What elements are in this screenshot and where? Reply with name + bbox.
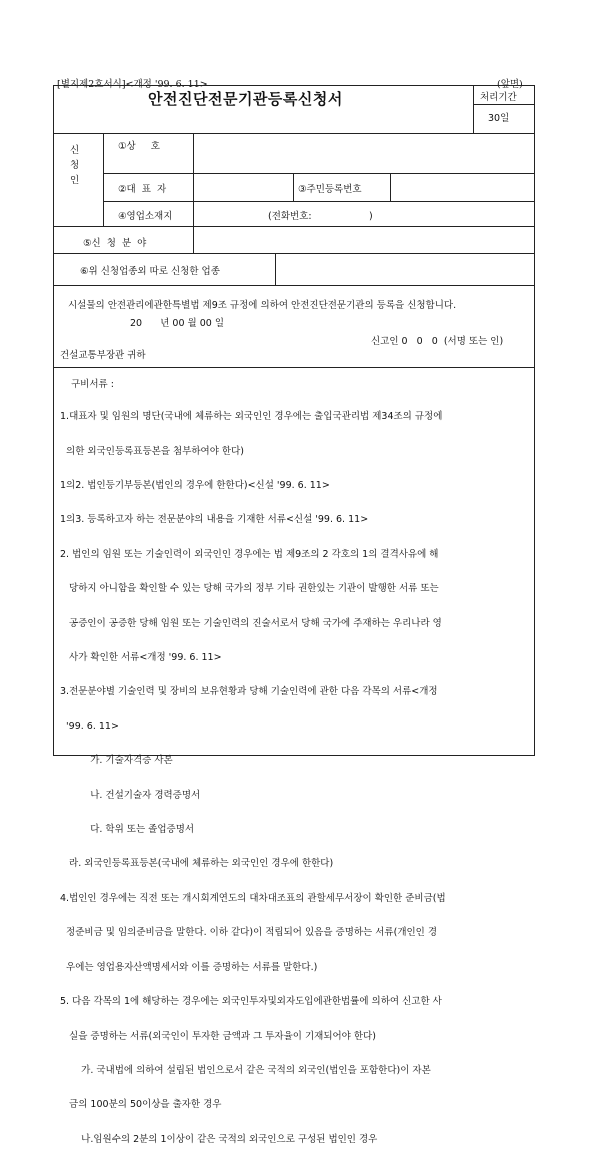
doc-line: 공증인이 공증한 당해 임원 또는 기술인력의 진술서로서 당해 국가에 주재하는 우리나라 영 bbox=[60, 617, 442, 629]
doc-line: 1의2. 법인등기부등본(법인의 경우에 한한다)<신설 '99. 6. 11> bbox=[60, 480, 330, 492]
doc-line: 가. 국내법에 의하여 설립된 법인으로서 같은 국적의 외국인(법인을 포함한다)이 자본 bbox=[60, 1064, 431, 1076]
doc-line: 가. 기술자격증 사본 bbox=[60, 755, 173, 767]
documents-heading: 구비서류 : bbox=[71, 379, 114, 390]
addressee: 건설교통부장관 귀하 bbox=[60, 350, 146, 361]
documents-list bbox=[60, 391, 446, 1165]
table-border-right bbox=[534, 85, 535, 756]
resident-number-label: ③주민등록번호 bbox=[298, 184, 362, 195]
trade-name-label: ①상 호 bbox=[118, 141, 160, 152]
row4-divider bbox=[53, 253, 534, 254]
doc-line: 1의3. 등록하고자 하는 전문분야의 내용을 기재한 서류<신설 '99. 6. 11> bbox=[60, 514, 369, 526]
doc-line: 나.임원수의 2분의 1이상이 같은 국적의 외국인으로 구성된 법인인 경우 bbox=[60, 1133, 378, 1145]
doc-line: 금의 100분의 50이상을 출자한 경우 bbox=[60, 1099, 222, 1111]
doc-line: 우에는 영업용자산액명세서와 이를 증명하는 서류를 말한다.) bbox=[60, 961, 318, 973]
application-field-label: ⑤신 청 분 야 bbox=[83, 238, 147, 249]
resident-number-divider-left bbox=[293, 173, 294, 201]
other-business-col-divider bbox=[275, 253, 276, 285]
row5-divider bbox=[53, 285, 534, 286]
row3-divider bbox=[53, 226, 534, 227]
declaration-statement: 시설물의 안전관리에관한특별법 제9조 규정에 의하여 안전진단전문기관의 등록을 신청합니다. bbox=[68, 300, 457, 311]
doc-line: 실을 증명하는 서류(외국인이 투자한 금액과 그 투자율이 기재되어야 한다) bbox=[60, 1030, 376, 1042]
doc-line: 당하지 아니함을 확인할 수 있는 당해 국가의 정부 기타 권한있는 기관이 발행한 서류 또는 bbox=[60, 583, 439, 595]
row2-divider bbox=[103, 201, 534, 202]
doc-line: 1.대표자 및 임원의 명단(국내에 체류하는 외국인인 경우에는 출입국관리법 제34조의 규정에 bbox=[60, 411, 443, 423]
other-business-label: ⑥위 신청업종외 따로 신청한 업종 bbox=[80, 266, 220, 277]
doc-line: 의한 외국인등록표등본을 첨부하여야 한다) bbox=[60, 445, 244, 457]
declaration-divider bbox=[53, 367, 534, 368]
phone-number-label: (전화번호: ) bbox=[268, 211, 373, 222]
applicant-label-3: 인 bbox=[70, 175, 80, 186]
doc-line: 라. 외국인등록표등본(국내에 체류하는 외국인인 경우에 한한다) bbox=[60, 858, 334, 870]
table-border-top bbox=[53, 85, 534, 86]
applicant-label-2: 청 bbox=[70, 160, 80, 171]
doc-line: 3.전문분야별 기술인력 및 장비의 보유현황과 당해 기술인력에 관한 다음 각목의 서류<개정 bbox=[60, 686, 438, 698]
declaration-date: 20 년 00 월 00 일 bbox=[130, 318, 224, 329]
doc-line: '99. 6. 11> bbox=[60, 720, 119, 732]
row1-divider bbox=[103, 173, 534, 174]
field-col-divider bbox=[193, 226, 194, 253]
doc-line: 다. 학위 또는 졸업증명서 bbox=[60, 824, 195, 836]
doc-line: 4.법인인 경우에는 직전 또는 개시회계연도의 대차대조표의 관할세무서장이 확인한 준비금(법 bbox=[60, 892, 446, 904]
label-col-divider bbox=[193, 133, 194, 226]
applicant-col-divider bbox=[103, 133, 104, 226]
page-title: 안전진단전문기관등록신청서 bbox=[148, 90, 343, 108]
doc-line: 나. 건설기술자 경력증명서 bbox=[60, 789, 201, 801]
page-side-label bbox=[497, 76, 523, 90]
processing-box-divider bbox=[473, 104, 534, 105]
processing-box-left bbox=[473, 85, 474, 133]
doc-line: 사가 확인한 서류<개정 '99. 6. 11> bbox=[60, 652, 222, 664]
table-border-left bbox=[53, 85, 54, 756]
representative-label: ②대 표 자 bbox=[118, 184, 167, 195]
office-location-label: ④영업소재지 bbox=[118, 211, 173, 222]
processing-period-value: 30일 bbox=[488, 113, 510, 124]
applicant-label-1: 신 bbox=[70, 145, 80, 156]
title-row-divider bbox=[53, 133, 534, 134]
resident-number-divider-right bbox=[390, 173, 391, 201]
doc-line: 정준비금 및 임의준비금을 말한다. 이하 같다)이 적립되어 있음을 증명하는 서류(개인인 경 bbox=[60, 927, 438, 939]
doc-line: 2. 법인의 임원 또는 기술인력이 외국인인 경우에는 법 제9조의 2 각호의 1의 결격사유에 해 bbox=[60, 548, 439, 560]
doc-line: 5. 다음 각목의 1에 해당하는 경우에는 외국인투자및외자도입에관한법률에 의하여 신고한 사 bbox=[60, 996, 442, 1008]
applicant-signature: 신고인 0 0 0 (서명 또는 인) bbox=[371, 336, 504, 347]
processing-period-label: 처리기간 bbox=[480, 92, 517, 103]
